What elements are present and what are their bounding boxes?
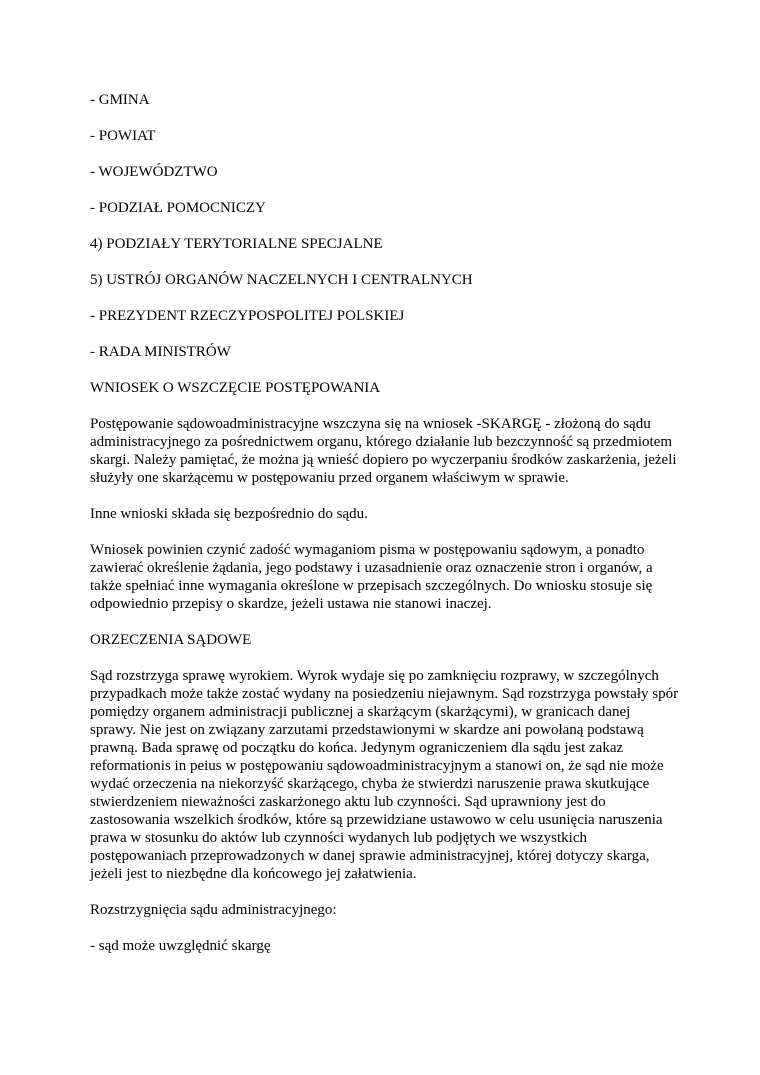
list-item-gmina: - GMINA bbox=[90, 92, 150, 108]
paragraph-inne-wnioski: Inne wnioski składa się bezpośrednio do sądu. bbox=[90, 506, 368, 522]
section-heading-wniosek: WNIOSEK O WSZCZĘCIE POSTĘPOWANIA bbox=[90, 380, 381, 396]
section-heading-orzeczenia: ORZECZENIA SĄDOWE bbox=[90, 632, 252, 648]
paragraph-wymagania-wniosku: Wniosek powinien czynić zadość wymaganiom pisma w postępowaniu sądowym, a ponadto zawierać określenie żądania, jego podstawy i uzasadnienie oraz oznaczenie stron i organów, a także spełniać inne wymagania określone w przepisach szczególnych. Do wniosku stosuje się odpowiednio przepisy o skardze, jeżeli ustawa nie stanowi inaczej. bbox=[90, 542, 653, 612]
section-heading-podzialy-specjalne: 4) PODZIAŁY TERYTORIALNE SPECJALNE bbox=[90, 236, 383, 252]
paragraph-skarga: Postępowanie sądowoadministracyjne wszczyna się na wniosek -SKARGĘ - złożoną do sądu administracyjnego za pośrednictwem organu, którego działanie lub bezczynność są przedmiotem skargi. Należy pamiętać, że można ją wnieść dopiero po wyczerpaniu środków zaskarżenia, jeżeli służyły one skarżącemu w postępowaniu przed organem właściwym w sprawie. bbox=[90, 416, 677, 486]
list-item-prezydent: - PREZYDENT RZECZYPOSPOLITEJ POLSKIEJ bbox=[90, 308, 405, 324]
section-heading-ustroj-organow: 5) USTRÓJ ORGANÓW NACZELNYCH I CENTRALNYCH bbox=[90, 272, 473, 288]
list-item-powiat: - POWIAT bbox=[90, 128, 156, 144]
list-item-rada-ministrow: - RADA MINISTRÓW bbox=[90, 344, 231, 360]
paragraph-rozstrzygniecia: Rozstrzygnięcia sądu administracyjnego: bbox=[90, 902, 337, 918]
document-body bbox=[90, 91, 680, 973]
list-item-podzial-pomocniczy: - PODZIAŁ POMOCNICZY bbox=[90, 200, 266, 216]
list-item-wojewodztwo: - WOJEWÓDZTWO bbox=[90, 164, 218, 180]
list-item-uwzglednic-skarge: - sąd może uwzględnić skargę bbox=[90, 938, 271, 954]
paragraph-wyrok: Sąd rozstrzyga sprawę wyrokiem. Wyrok wydaje się po zamknięciu rozprawy, w szczególnych przypadkach może także zostać wydany na posiedzeniu niejawnym. Sąd rozstrzyga powstały spór pomiędzy organem administracji publicznej a skarżącym (skarżącymi), w granicach danej sprawy. Nie jest on związany zarzutami przedstawionymi w skardze ani powołaną podstawą prawną. Bada sprawę od początku do końca. Jedynym ograniczeniem dla sądu jest zakaz reformationis in peius w postępowaniu sądowoadministracyjnym a stanowi on, że sąd nie może wydać orzeczenia na niekorzyść skarżącego, chyba że stwierdzi naruszenie prawa skutkujące stwierdzeniem nieważności zaskarżonego aktu lub czynności. Sąd uprawniony jest do zastosowania wszelkich środków, które są przewidziane ustawowo w celu usunięcia naruszenia prawa w stosunku do aktów lub czynności wydanych lub podjętych we wszystkich postępowaniach przeprowadzonych w danej sprawie administracyjnej, której dotyczy skarga, jeżeli jest to niezbędne dla końcowego jej załatwienia. bbox=[90, 668, 679, 882]
